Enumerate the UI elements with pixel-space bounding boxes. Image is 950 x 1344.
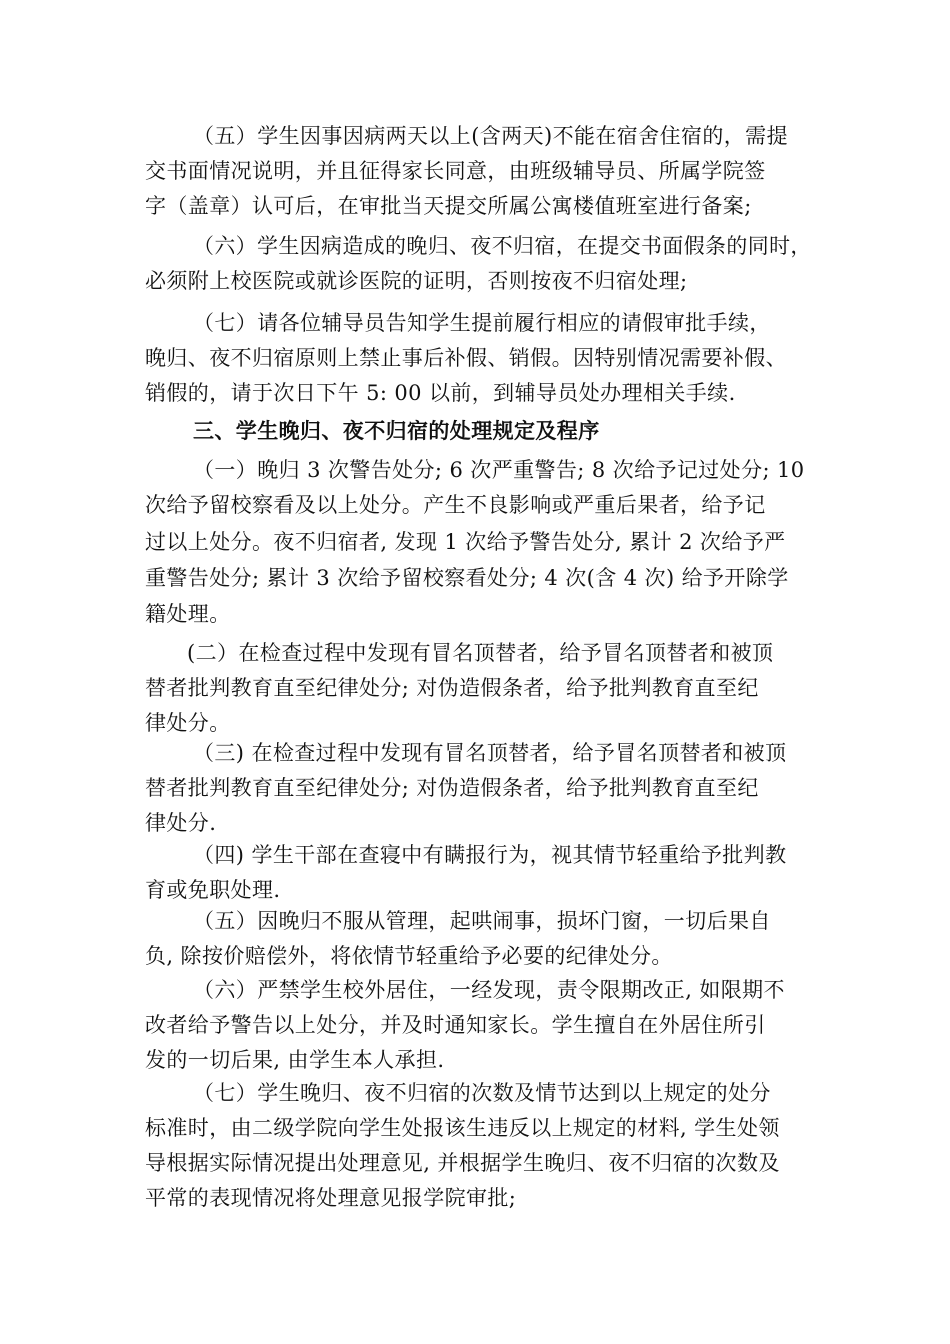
text-line: （六）学生因病造成的晚归、夜不归宿，在提交书面假条的同时， <box>193 234 812 258</box>
text-line: （一）晚归 3 次警告处分; 6 次严重警告; 8 次给予记过处分; 10 <box>193 458 805 482</box>
section-heading: 三、学生晚归、夜不归宿的处理规定及程序 <box>193 418 600 443</box>
text-line: 发的一切后果, 由学生本人承担. <box>145 1048 445 1072</box>
text-line: 替者批判教育直至纪律处分; 对伪造假条者，给予批判教育直至纪 <box>145 676 759 700</box>
text-line: 晚归、夜不归宿原则上禁止事后补假、销假。因特别情况需要补假、 <box>145 346 787 370</box>
text-line: （七）学生晚归、夜不归宿的次数及情节达到以上规定的处分 <box>193 1081 771 1105</box>
text-line: (二）在检查过程中发现有冒名顶替者，给予冒名顶替者和被顶 <box>187 641 774 665</box>
text-line: 过以上处分。夜不归宿者, 发现 1 次给予警告处分, 累计 2 次给予严 <box>145 530 786 554</box>
text-line: 交书面情况说明，并且征得家长同意，由班级辅导员、所属学院签 <box>145 159 766 183</box>
text-line: 律处分. <box>145 811 217 835</box>
text-line: 次给予留校察看及以上处分。产生不良影响或严重后果者，给予记 <box>145 493 766 517</box>
text-line: 导根据实际情况提出处理意见, 并根据学生晚归、夜不归宿的次数及 <box>145 1151 780 1175</box>
text-line: 改者给予警告以上处分，并及时通知家长。学生擅自在外居住所引 <box>145 1013 766 1037</box>
text-line: 必须附上校医院或就诊医院的证明，否则按夜不归宿处理; <box>145 269 688 293</box>
text-line: 平常的表现情况将处理意见报学院审批; <box>145 1186 517 1210</box>
text-line: （五）因晚归不服从管理，起哄闹事，损坏门窗，一切后果自 <box>193 909 771 933</box>
text-line: 负, 除按价赔偿外，将依情节轻重给予必要的纪律处分。 <box>145 944 673 968</box>
text-line: 标准时，由二级学院向学生处报该生违反以上规定的材料, 学生处领 <box>145 1116 780 1140</box>
text-line: 籍处理。 <box>145 602 231 626</box>
text-line: 律处分。 <box>145 711 231 735</box>
text-line: （六）严禁学生校外居住，一经发现，责令限期改正, 如限期不 <box>193 978 785 1002</box>
text-line: （四) 学生干部在查寝中有瞒报行为，视其情节轻重给予批判教 <box>193 843 787 867</box>
text-line: （七）请各位辅导员告知学生提前履行相应的请假审批手续， <box>193 311 771 335</box>
text-line: 重警告处分; 累计 3 次给予留校察看处分; 4 次(含 4 次) 给予开除学 <box>145 566 789 590</box>
text-line: （三) 在检查过程中发现有冒名顶替者，给予冒名顶替者和被顶 <box>193 741 787 765</box>
text-line: （五）学生因事因病两天以上(含两天)不能在宿舍住宿的，需提 <box>193 124 788 148</box>
text-line: 替者批判教育直至纪律处分; 对伪造假条者，给予批判教育直至纪 <box>145 776 759 800</box>
text-line: 育或免职处理. <box>145 878 281 902</box>
text-line: 字（盖章）认可后，在审批当天提交所属公寓楼值班室进行备案; <box>145 194 752 218</box>
text-line: 销假的，请于次日下午 5: 00 以前，到辅导员处办理相关手续. <box>145 381 736 405</box>
